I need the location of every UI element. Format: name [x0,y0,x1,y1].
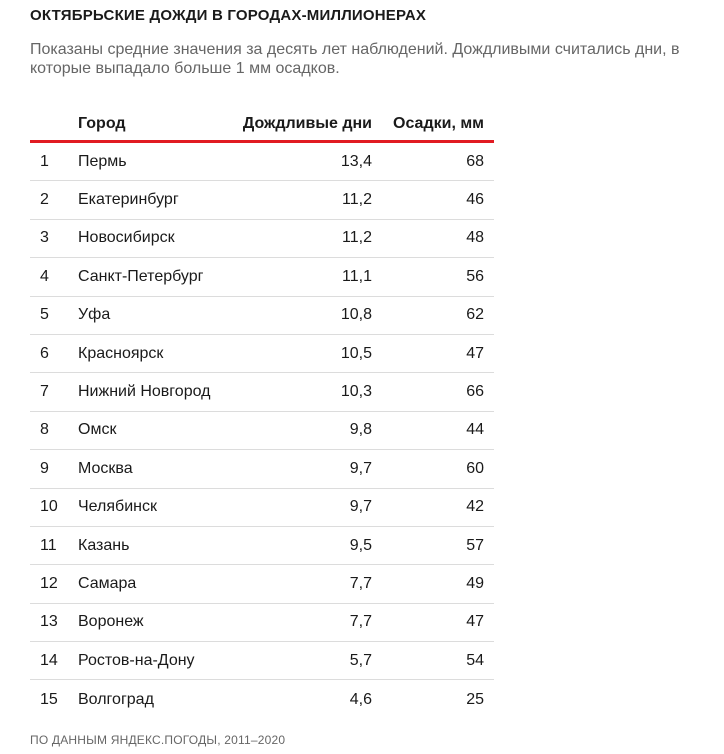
row-precipitation: 48 [466,229,484,247]
chart-title: ОКТЯБРЬСКИЕ ДОЖДИ В ГОРОДАХ-МИЛЛИОНЕРАХ [30,7,427,24]
row-rank: 1 [40,152,49,170]
row-city: Красноярск [78,344,164,362]
row-city: Казань [78,536,130,554]
row-precipitation: 47 [466,344,484,362]
row-precipitation: 60 [466,459,484,477]
rain-table [30,105,494,719]
table-row [30,680,494,718]
row-rainy-days: 9,7 [349,498,372,516]
row-rank: 13 [40,613,58,631]
row-rainy-days: 11,1 [342,267,372,285]
row-rank: 10 [40,498,58,516]
row-precipitation: 46 [466,191,484,209]
table-row [30,143,494,181]
table-row [30,565,494,603]
chart-subtitle: Показаны средние значения за десять лет наблюдений. Дождливыми считались дни, в которые выпадало больше 1 мм осадков. [30,41,680,77]
table-row [30,450,494,488]
row-precipitation: 57 [466,536,484,554]
row-rainy-days: 13,4 [340,152,372,170]
table-body [30,143,494,719]
row-rainy-days: 10,3 [340,383,372,401]
table-row [30,335,494,373]
row-precipitation: 66 [466,383,484,401]
row-precipitation: 47 [466,613,484,631]
row-city: Москва [78,459,133,477]
row-city: Санкт-Петербург [78,267,204,285]
row-rank: 12 [40,574,58,592]
row-rainy-days: 9,7 [349,459,372,477]
row-city: Нижний Новгород [78,383,211,401]
row-city: Пермь [78,152,127,170]
row-rank: 5 [40,306,49,324]
row-rainy-days: 11,2 [342,229,372,247]
row-precipitation: 54 [466,651,484,669]
source-note: ПО ДАННЫМ ЯНДЕКС.ПОГОДЫ, 2011–2020 [30,733,286,747]
row-rainy-days: 11,2 [342,191,372,209]
row-rank: 6 [40,344,49,362]
row-rainy-days: 5,7 [349,651,372,669]
row-precipitation: 42 [466,498,484,516]
row-rank: 8 [40,421,49,439]
row-rank: 3 [40,229,49,247]
table-row [30,412,494,450]
table-row [30,220,494,258]
table-row [30,527,494,565]
row-rainy-days: 4,6 [349,690,372,708]
row-city: Челябинск [78,498,157,516]
header-city: Город [78,115,126,132]
row-precipitation: 62 [466,306,484,324]
table-row [30,373,494,411]
table-row [30,642,494,680]
header-rainy-days: Дождливые дни [242,115,372,132]
row-rank: 15 [40,690,58,708]
table-row [30,258,494,296]
row-city: Екатеринбург [78,191,179,209]
row-rank: 9 [40,459,49,477]
row-city: Омск [78,421,117,439]
table-row [30,604,494,642]
row-precipitation: 49 [466,574,484,592]
row-city: Новосибирск [78,229,175,247]
table-header [30,105,494,143]
row-rainy-days: 10,8 [340,306,372,324]
row-rank: 2 [40,191,49,209]
row-rank: 11 [40,536,57,554]
row-precipitation: 25 [466,690,484,708]
row-rainy-days: 7,7 [349,613,372,631]
table-row [30,489,494,527]
row-rainy-days: 9,5 [349,536,372,554]
row-rainy-days: 7,7 [349,574,372,592]
row-city: Ростов-на-Дону [78,651,195,669]
row-precipitation: 44 [466,421,484,439]
row-city: Волгоград [78,690,154,708]
header-precipitation: Осадки, мм [393,115,484,132]
row-rank: 14 [40,651,58,669]
row-rank: 4 [40,267,49,285]
row-rainy-days: 10,5 [340,344,372,362]
row-precipitation: 68 [466,152,484,170]
row-rainy-days: 9,8 [349,421,372,439]
row-rank: 7 [40,383,49,401]
row-city: Самара [78,574,137,592]
row-precipitation: 56 [466,267,484,285]
row-city: Уфа [78,306,111,324]
table-row [30,297,494,335]
row-city: Воронеж [78,613,144,631]
table-row [30,181,494,219]
